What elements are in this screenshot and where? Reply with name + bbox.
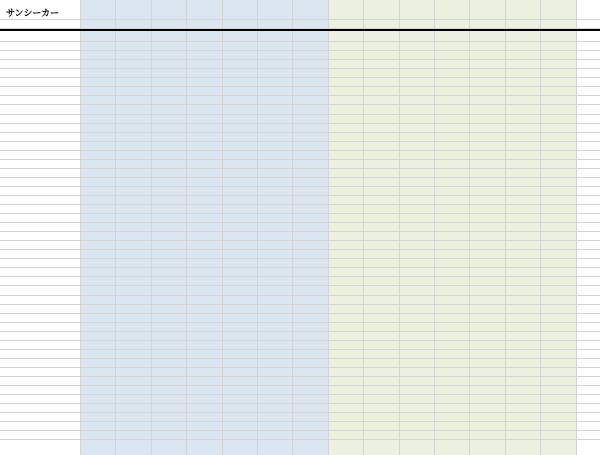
row-gridline [0, 132, 600, 133]
row-gridline [0, 385, 600, 386]
row-gridline [0, 104, 600, 105]
row-gridline [0, 403, 600, 404]
row-gridline [0, 168, 600, 169]
row-gridline [0, 276, 600, 277]
row-gridline [0, 295, 600, 296]
row-gridline [0, 59, 600, 60]
row-gridline [0, 258, 600, 259]
row-gridline [0, 439, 600, 440]
row-gridline [0, 240, 600, 241]
row-gridline [0, 50, 600, 51]
row-gridline [0, 367, 600, 368]
row-gridline [0, 19, 600, 20]
row-gridline [0, 95, 600, 96]
row-gridline [0, 313, 600, 314]
row-gridline [0, 177, 600, 178]
row-gridline [0, 68, 600, 69]
title-underline [0, 29, 600, 31]
row-gridline [0, 159, 600, 160]
row-gridline [0, 249, 600, 250]
row-gridline [0, 267, 600, 268]
row-gridline [0, 349, 600, 350]
row-gridline [0, 358, 600, 359]
row-gridline [0, 77, 600, 78]
row-gridline [0, 340, 600, 341]
row-gridline [0, 114, 600, 115]
row-gridline [0, 331, 600, 332]
row-gridline [0, 222, 600, 223]
row-gridline [0, 231, 600, 232]
row-gridline [0, 322, 600, 323]
row-gridline [0, 304, 600, 305]
row-gridline [0, 412, 600, 413]
row-gridline [0, 430, 600, 431]
row-gridline [0, 421, 600, 422]
row-gridline [0, 186, 600, 187]
row-gridline [0, 41, 600, 42]
row-gridline [0, 150, 600, 151]
row-gridline [0, 141, 600, 142]
sheet-title: サンシーカー [6, 9, 60, 19]
row-gridline [0, 394, 600, 395]
row-gridline [0, 123, 600, 124]
row-gridline [0, 204, 600, 205]
row-gridline [0, 285, 600, 286]
row-gridline [0, 86, 600, 87]
row-gridline [0, 195, 600, 196]
row-gridline [0, 213, 600, 214]
row-gridline [0, 376, 600, 377]
